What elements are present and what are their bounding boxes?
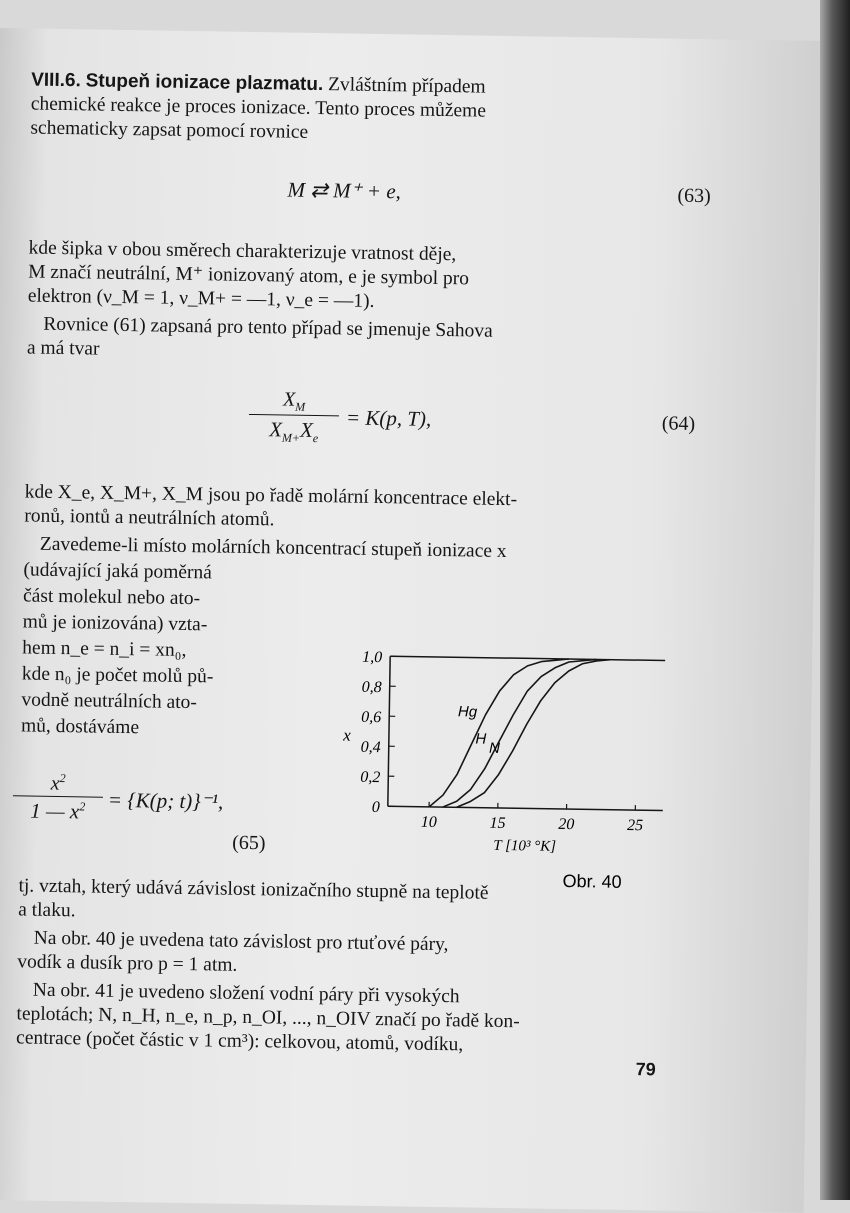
text-line: elektron (ν_M = 1, ν_M+ = —1, ν_e = —1). (28, 284, 718, 318)
section-title: Stupeň ionizace plazmatu. (86, 70, 324, 95)
figure-caption: Obr. 40 (562, 871, 621, 892)
text-line: Rovnice (61) zapsaná pro tento případ se jmenuje Sahova (43, 313, 733, 347)
equation-65-rhs: = {K(p; t)}⁻¹, (108, 788, 224, 815)
text-line: a tlaku. (18, 898, 708, 932)
equation-64-rhs: = K(p, T), (346, 405, 432, 431)
y-tick-label: 1,0 (362, 649, 382, 666)
equation-64-fraction: $\frac{X_M}{X_{M+}X_e}$ (248, 388, 339, 447)
series-line-hg (429, 657, 569, 809)
equation-number: (65) (232, 832, 266, 856)
x-tick-label: 20 (558, 816, 574, 833)
x-tick-label: 25 (627, 817, 643, 834)
text-line: tj. vztah, který udává závislost ionizačního stupně na teplotě (18, 874, 708, 908)
y-tick-label: 0,2 (360, 769, 380, 786)
text-line: mů, dostáváme (21, 714, 711, 748)
text-line: vodně neutrálních ato- (21, 688, 711, 722)
text-line: Na obr. 41 je uvedeno složení vodní páry při vysokých (33, 979, 723, 1013)
text-line: vodík a dusík pro p = 1 atm. (17, 950, 707, 984)
text-line: kde n₀ je počet molů pů- (22, 662, 712, 696)
text-line: část molekul nebo ato- (23, 584, 713, 618)
equation-number: (63) (677, 185, 711, 209)
equation-65-fraction: $\frac{x^2}{1 — x^2}$ (13, 770, 104, 824)
y-tick-label: 0,8 (362, 679, 382, 696)
top-line (390, 656, 665, 660)
series-label-h: H (475, 731, 486, 748)
series-label-hg: Hg (458, 703, 478, 720)
text-line: teplotách; N, n_H, n_e, n_p, n_OI, ..., n_OIV značí po řadě kon- (16, 1002, 706, 1036)
page-number: 79 (636, 1059, 656, 1080)
y-axis-label: x (342, 725, 351, 744)
y-tick-label: 0,4 (361, 739, 381, 756)
text-line: kde šipka v obou směrech charakterizuje vratnost děje, (28, 236, 718, 270)
text-line: ronů, iontů a neutrálních atomů. (24, 504, 714, 538)
text-line: M značí neutrální, M⁺ ionizovaný atom, e je symbol pro (28, 260, 718, 294)
text-line: centrace (počet částic v 1 cm³): celkovou, atomů, vodíku, (16, 1026, 706, 1060)
x-tick-label: 10 (421, 814, 437, 831)
y-tick-label: 0,6 (361, 709, 381, 726)
series-label-n: N (489, 740, 500, 757)
book-spine-shadow (820, 0, 850, 1200)
text-line: (udávající jaká poměrná (23, 558, 713, 592)
text-line: mů je ionizována) vzta- (22, 610, 712, 644)
text-line: Na obr. 40 je uvedena tato závislost pro rtuťové páry, (34, 927, 724, 961)
text-line: a má tvar (27, 336, 717, 370)
figure-40-chart (327, 635, 731, 891)
x-tick-label: 15 (489, 815, 505, 832)
equation-63: M ⇄ M⁺ + e, (287, 178, 401, 205)
text-line: Zavedeme-li místo molárních koncentrací stupeň ionizace x (40, 533, 730, 567)
section-number: VIII.6. (31, 69, 81, 91)
equation-number: (64) (662, 412, 696, 436)
y-tick-label: 0 (372, 799, 380, 816)
text-line: kde X_e, X_M+, X_M jsou po řadě molární koncentrace elekt- (25, 480, 715, 514)
text-line: schematicky zapsat pomocí rovnice (30, 116, 720, 150)
heading-intro: Zvláštním případem (328, 74, 486, 97)
book-page (0, 28, 822, 1213)
x-axis-label: T [10³ °K] (493, 838, 556, 855)
text-line: hem n_e = n_i = xn₀, (22, 636, 712, 670)
series-line-h (443, 657, 597, 809)
y-axis (388, 656, 390, 806)
text-line: chemické reakce je proces ionizace. Tento proces můžeme (31, 92, 721, 126)
